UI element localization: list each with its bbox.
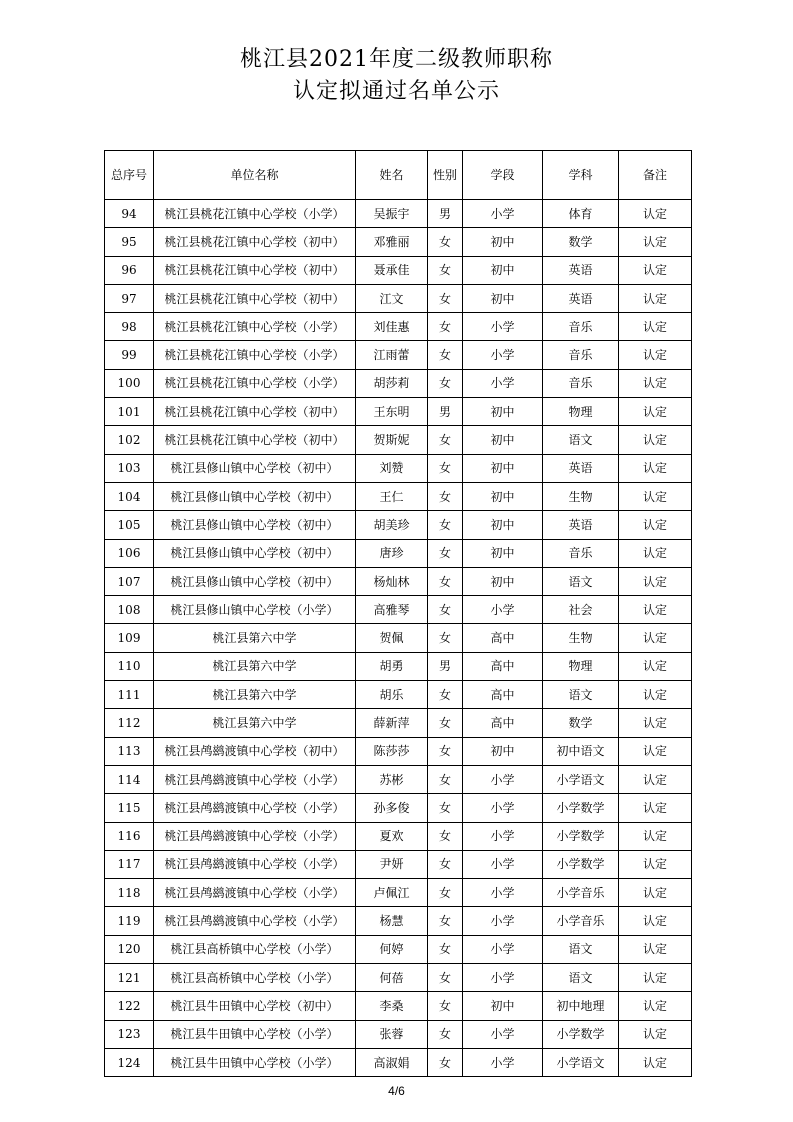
cell-note: 认定	[619, 369, 692, 397]
table-row	[105, 200, 692, 228]
page-number: 4/6	[388, 1084, 405, 1098]
cell-subject: 语文	[543, 935, 619, 963]
cell-unit: 桃江县修山镇中心学校（初中）	[154, 511, 356, 539]
cell-name: 何蓓	[356, 964, 428, 992]
cell-stage: 小学	[463, 1020, 543, 1048]
cell-name: 刘赞	[356, 454, 428, 482]
cell-note: 认定	[619, 681, 692, 709]
cell-index: 112	[105, 709, 154, 737]
cell-subject: 初中语文	[543, 737, 619, 765]
table-row	[105, 737, 692, 765]
cell-stage: 小学	[463, 1048, 543, 1076]
cell-subject: 语文	[543, 681, 619, 709]
cell-unit: 桃江县桃花江镇中心学校（初中）	[154, 398, 356, 426]
cell-note: 认定	[619, 794, 692, 822]
cell-subject: 语文	[543, 964, 619, 992]
table-row	[105, 454, 692, 482]
cell-gender: 女	[428, 709, 463, 737]
table-row	[105, 765, 692, 793]
cell-stage: 小学	[463, 765, 543, 793]
table-row	[105, 284, 692, 312]
cell-gender: 女	[428, 1048, 463, 1076]
cell-index: 107	[105, 567, 154, 595]
cell-stage: 小学	[463, 313, 543, 341]
cell-subject: 小学音乐	[543, 907, 619, 935]
cell-stage: 小学	[463, 907, 543, 935]
cell-name: 胡美珍	[356, 511, 428, 539]
cell-note: 认定	[619, 624, 692, 652]
cell-index: 97	[105, 284, 154, 312]
cell-note: 认定	[619, 313, 692, 341]
table-row	[105, 426, 692, 454]
cell-name: 杨灿林	[356, 567, 428, 595]
cell-subject: 生物	[543, 482, 619, 510]
cell-subject: 小学数学	[543, 794, 619, 822]
table-row	[105, 256, 692, 284]
cell-gender: 女	[428, 482, 463, 510]
cell-gender: 女	[428, 454, 463, 482]
cell-name: 王东明	[356, 398, 428, 426]
cell-index: 105	[105, 511, 154, 539]
cell-subject: 英语	[543, 284, 619, 312]
cell-index: 111	[105, 681, 154, 709]
cell-stage: 高中	[463, 709, 543, 737]
cell-gender: 女	[428, 1020, 463, 1048]
header-unit: 单位名称	[154, 151, 356, 200]
cell-unit: 桃江县桃花江镇中心学校（初中）	[154, 228, 356, 256]
cell-subject: 小学数学	[543, 822, 619, 850]
cell-subject: 语文	[543, 567, 619, 595]
cell-note: 认定	[619, 482, 692, 510]
cell-name: 高淑娟	[356, 1048, 428, 1076]
cell-stage: 小学	[463, 341, 543, 369]
cell-gender: 女	[428, 313, 463, 341]
cell-unit: 桃江县修山镇中心学校（初中）	[154, 454, 356, 482]
cell-gender: 女	[428, 794, 463, 822]
table-row	[105, 850, 692, 878]
cell-unit: 桃江县鸬鹚渡镇中心学校（小学）	[154, 907, 356, 935]
table-row	[105, 398, 692, 426]
cell-unit: 桃江县鸬鹚渡镇中心学校（小学）	[154, 879, 356, 907]
cell-note: 认定	[619, 907, 692, 935]
cell-subject: 英语	[543, 454, 619, 482]
cell-unit: 桃江县第六中学	[154, 624, 356, 652]
cell-note: 认定	[619, 200, 692, 228]
cell-subject: 数学	[543, 709, 619, 737]
cell-gender: 男	[428, 398, 463, 426]
cell-note: 认定	[619, 426, 692, 454]
cell-note: 认定	[619, 1048, 692, 1076]
cell-note: 认定	[619, 992, 692, 1020]
cell-subject: 小学语文	[543, 1048, 619, 1076]
cell-index: 104	[105, 482, 154, 510]
cell-name: 陈莎莎	[356, 737, 428, 765]
cell-name: 夏欢	[356, 822, 428, 850]
cell-gender: 女	[428, 964, 463, 992]
cell-index: 102	[105, 426, 154, 454]
cell-index: 123	[105, 1020, 154, 1048]
cell-subject: 社会	[543, 596, 619, 624]
table-row	[105, 567, 692, 595]
cell-gender: 女	[428, 765, 463, 793]
table-row	[105, 313, 692, 341]
cell-stage: 高中	[463, 652, 543, 680]
cell-note: 认定	[619, 596, 692, 624]
cell-gender: 女	[428, 737, 463, 765]
cell-name: 刘佳惠	[356, 313, 428, 341]
cell-note: 认定	[619, 822, 692, 850]
cell-name: 何婷	[356, 935, 428, 963]
table-row	[105, 228, 692, 256]
teacher-roster-table	[104, 150, 692, 1077]
cell-subject: 语文	[543, 426, 619, 454]
cell-stage: 小学	[463, 935, 543, 963]
cell-name: 高雅琴	[356, 596, 428, 624]
cell-stage: 小学	[463, 964, 543, 992]
header-index: 总序号	[105, 151, 154, 200]
cell-stage: 初中	[463, 482, 543, 510]
cell-name: 聂承佳	[356, 256, 428, 284]
cell-stage: 小学	[463, 596, 543, 624]
cell-index: 94	[105, 200, 154, 228]
table-row	[105, 652, 692, 680]
cell-note: 认定	[619, 341, 692, 369]
cell-index: 114	[105, 765, 154, 793]
cell-index: 119	[105, 907, 154, 935]
cell-name: 邓雅丽	[356, 228, 428, 256]
cell-gender: 男	[428, 652, 463, 680]
cell-name: 王仁	[356, 482, 428, 510]
cell-stage: 小学	[463, 850, 543, 878]
cell-subject: 数学	[543, 228, 619, 256]
table-row	[105, 681, 692, 709]
cell-stage: 初中	[463, 567, 543, 595]
table-row	[105, 482, 692, 510]
cell-unit: 桃江县桃花江镇中心学校（初中）	[154, 426, 356, 454]
cell-index: 96	[105, 256, 154, 284]
cell-note: 认定	[619, 256, 692, 284]
cell-gender: 男	[428, 200, 463, 228]
table-row	[105, 511, 692, 539]
table-row	[105, 1048, 692, 1076]
cell-unit: 桃江县第六中学	[154, 681, 356, 709]
cell-subject: 英语	[543, 256, 619, 284]
cell-stage: 初中	[463, 454, 543, 482]
table-row	[105, 596, 692, 624]
table-row	[105, 539, 692, 567]
cell-name: 苏彬	[356, 765, 428, 793]
cell-unit: 桃江县修山镇中心学校（初中）	[154, 539, 356, 567]
cell-unit: 桃江县第六中学	[154, 652, 356, 680]
cell-note: 认定	[619, 935, 692, 963]
cell-index: 121	[105, 964, 154, 992]
cell-unit: 桃江县鸬鹚渡镇中心学校（小学）	[154, 822, 356, 850]
cell-stage: 初中	[463, 539, 543, 567]
cell-name: 贺佩	[356, 624, 428, 652]
cell-unit: 桃江县高桥镇中心学校（小学）	[154, 964, 356, 992]
table-body	[105, 200, 692, 1077]
cell-unit: 桃江县桃花江镇中心学校（小学）	[154, 313, 356, 341]
cell-name: 贺斯妮	[356, 426, 428, 454]
cell-stage: 小学	[463, 822, 543, 850]
cell-gender: 女	[428, 992, 463, 1020]
cell-stage: 初中	[463, 511, 543, 539]
title-line-1: 桃江县2021年度二级教师职称	[240, 47, 553, 72]
cell-subject: 物理	[543, 652, 619, 680]
cell-gender: 女	[428, 228, 463, 256]
cell-unit: 桃江县高桥镇中心学校（小学）	[154, 935, 356, 963]
cell-stage: 初中	[463, 737, 543, 765]
header-name: 姓名	[356, 151, 428, 200]
cell-subject: 音乐	[543, 369, 619, 397]
title-line-2: 认定拟通过名单公示	[292, 79, 500, 104]
cell-subject: 初中地理	[543, 992, 619, 1020]
cell-gender: 女	[428, 681, 463, 709]
cell-unit: 桃江县修山镇中心学校（初中）	[154, 482, 356, 510]
cell-unit: 桃江县第六中学	[154, 709, 356, 737]
cell-subject: 小学音乐	[543, 879, 619, 907]
cell-gender: 女	[428, 850, 463, 878]
cell-index: 95	[105, 228, 154, 256]
cell-gender: 女	[428, 596, 463, 624]
cell-stage: 初中	[463, 284, 543, 312]
table-row	[105, 709, 692, 737]
header-subject: 学科	[543, 151, 619, 200]
cell-index: 124	[105, 1048, 154, 1076]
cell-stage: 初中	[463, 256, 543, 284]
cell-stage: 初中	[463, 992, 543, 1020]
table-row	[105, 907, 692, 935]
cell-unit: 桃江县牛田镇中心学校（小学）	[154, 1048, 356, 1076]
cell-subject: 音乐	[543, 313, 619, 341]
cell-note: 认定	[619, 398, 692, 426]
cell-note: 认定	[619, 1020, 692, 1048]
cell-note: 认定	[619, 454, 692, 482]
header-note: 备注	[619, 151, 692, 200]
cell-name: 孙多俊	[356, 794, 428, 822]
cell-name: 胡莎莉	[356, 369, 428, 397]
cell-stage: 小学	[463, 794, 543, 822]
cell-subject: 小学语文	[543, 765, 619, 793]
cell-stage: 小学	[463, 200, 543, 228]
cell-note: 认定	[619, 652, 692, 680]
cell-name: 吴振宇	[356, 200, 428, 228]
cell-stage: 小学	[463, 879, 543, 907]
cell-note: 认定	[619, 511, 692, 539]
cell-name: 李桑	[356, 992, 428, 1020]
cell-subject: 英语	[543, 511, 619, 539]
cell-stage: 初中	[463, 228, 543, 256]
cell-unit: 桃江县鸬鹚渡镇中心学校（小学）	[154, 850, 356, 878]
cell-note: 认定	[619, 879, 692, 907]
table-row	[105, 822, 692, 850]
cell-stage: 高中	[463, 624, 543, 652]
cell-subject: 体育	[543, 200, 619, 228]
cell-index: 115	[105, 794, 154, 822]
cell-stage: 高中	[463, 681, 543, 709]
cell-subject: 物理	[543, 398, 619, 426]
cell-index: 108	[105, 596, 154, 624]
table-row	[105, 1020, 692, 1048]
cell-subject: 音乐	[543, 341, 619, 369]
cell-index: 122	[105, 992, 154, 1020]
cell-gender: 女	[428, 284, 463, 312]
cell-unit: 桃江县鸬鹚渡镇中心学校（小学）	[154, 794, 356, 822]
cell-unit: 桃江县修山镇中心学校（初中）	[154, 567, 356, 595]
cell-unit: 桃江县桃花江镇中心学校（初中）	[154, 256, 356, 284]
cell-stage: 小学	[463, 369, 543, 397]
cell-gender: 女	[428, 369, 463, 397]
cell-index: 113	[105, 737, 154, 765]
cell-gender: 女	[428, 511, 463, 539]
cell-index: 103	[105, 454, 154, 482]
cell-name: 薛新萍	[356, 709, 428, 737]
cell-index: 109	[105, 624, 154, 652]
cell-gender: 女	[428, 567, 463, 595]
cell-stage: 初中	[463, 398, 543, 426]
cell-gender: 女	[428, 907, 463, 935]
cell-index: 98	[105, 313, 154, 341]
table-row	[105, 794, 692, 822]
cell-unit: 桃江县牛田镇中心学校（初中）	[154, 992, 356, 1020]
cell-index: 110	[105, 652, 154, 680]
cell-stage: 初中	[463, 426, 543, 454]
cell-index: 118	[105, 879, 154, 907]
cell-subject: 小学数学	[543, 850, 619, 878]
cell-note: 认定	[619, 539, 692, 567]
cell-unit: 桃江县桃花江镇中心学校（小学）	[154, 369, 356, 397]
table-row	[105, 879, 692, 907]
cell-name: 张蓉	[356, 1020, 428, 1048]
cell-unit: 桃江县牛田镇中心学校（小学）	[154, 1020, 356, 1048]
cell-index: 106	[105, 539, 154, 567]
cell-note: 认定	[619, 228, 692, 256]
cell-gender: 女	[428, 256, 463, 284]
cell-index: 117	[105, 850, 154, 878]
cell-note: 认定	[619, 709, 692, 737]
cell-unit: 桃江县桃花江镇中心学校（初中）	[154, 284, 356, 312]
table-row	[105, 935, 692, 963]
cell-gender: 女	[428, 879, 463, 907]
cell-index: 99	[105, 341, 154, 369]
cell-unit: 桃江县桃花江镇中心学校（小学）	[154, 341, 356, 369]
cell-name: 杨慧	[356, 907, 428, 935]
cell-index: 101	[105, 398, 154, 426]
cell-unit: 桃江县鸬鹚渡镇中心学校（小学）	[154, 765, 356, 793]
table-row	[105, 341, 692, 369]
table-row	[105, 992, 692, 1020]
cell-name: 江雨蕾	[356, 341, 428, 369]
cell-note: 认定	[619, 737, 692, 765]
cell-name: 卢佩江	[356, 879, 428, 907]
table-row	[105, 369, 692, 397]
cell-name: 江文	[356, 284, 428, 312]
table-row	[105, 964, 692, 992]
cell-index: 116	[105, 822, 154, 850]
cell-gender: 女	[428, 426, 463, 454]
cell-unit: 桃江县修山镇中心学校（小学）	[154, 596, 356, 624]
cell-gender: 女	[428, 341, 463, 369]
cell-note: 认定	[619, 284, 692, 312]
cell-name: 胡乐	[356, 681, 428, 709]
cell-gender: 女	[428, 822, 463, 850]
header-stage: 学段	[463, 151, 543, 200]
cell-unit: 桃江县鸬鹚渡镇中心学校（初中）	[154, 737, 356, 765]
cell-gender: 女	[428, 539, 463, 567]
cell-note: 认定	[619, 765, 692, 793]
cell-name: 尹妍	[356, 850, 428, 878]
cell-subject: 音乐	[543, 539, 619, 567]
cell-subject: 小学数学	[543, 1020, 619, 1048]
document-title	[0, 44, 793, 108]
table-header-row	[105, 151, 692, 200]
table-row	[105, 624, 692, 652]
cell-unit: 桃江县桃花江镇中心学校（小学）	[154, 200, 356, 228]
cell-name: 胡勇	[356, 652, 428, 680]
cell-index: 100	[105, 369, 154, 397]
cell-index: 120	[105, 935, 154, 963]
cell-name: 唐珍	[356, 539, 428, 567]
cell-gender: 女	[428, 935, 463, 963]
cell-subject: 生物	[543, 624, 619, 652]
cell-gender: 女	[428, 624, 463, 652]
cell-note: 认定	[619, 567, 692, 595]
header-gender: 性别	[428, 151, 463, 200]
cell-note: 认定	[619, 850, 692, 878]
cell-note: 认定	[619, 964, 692, 992]
